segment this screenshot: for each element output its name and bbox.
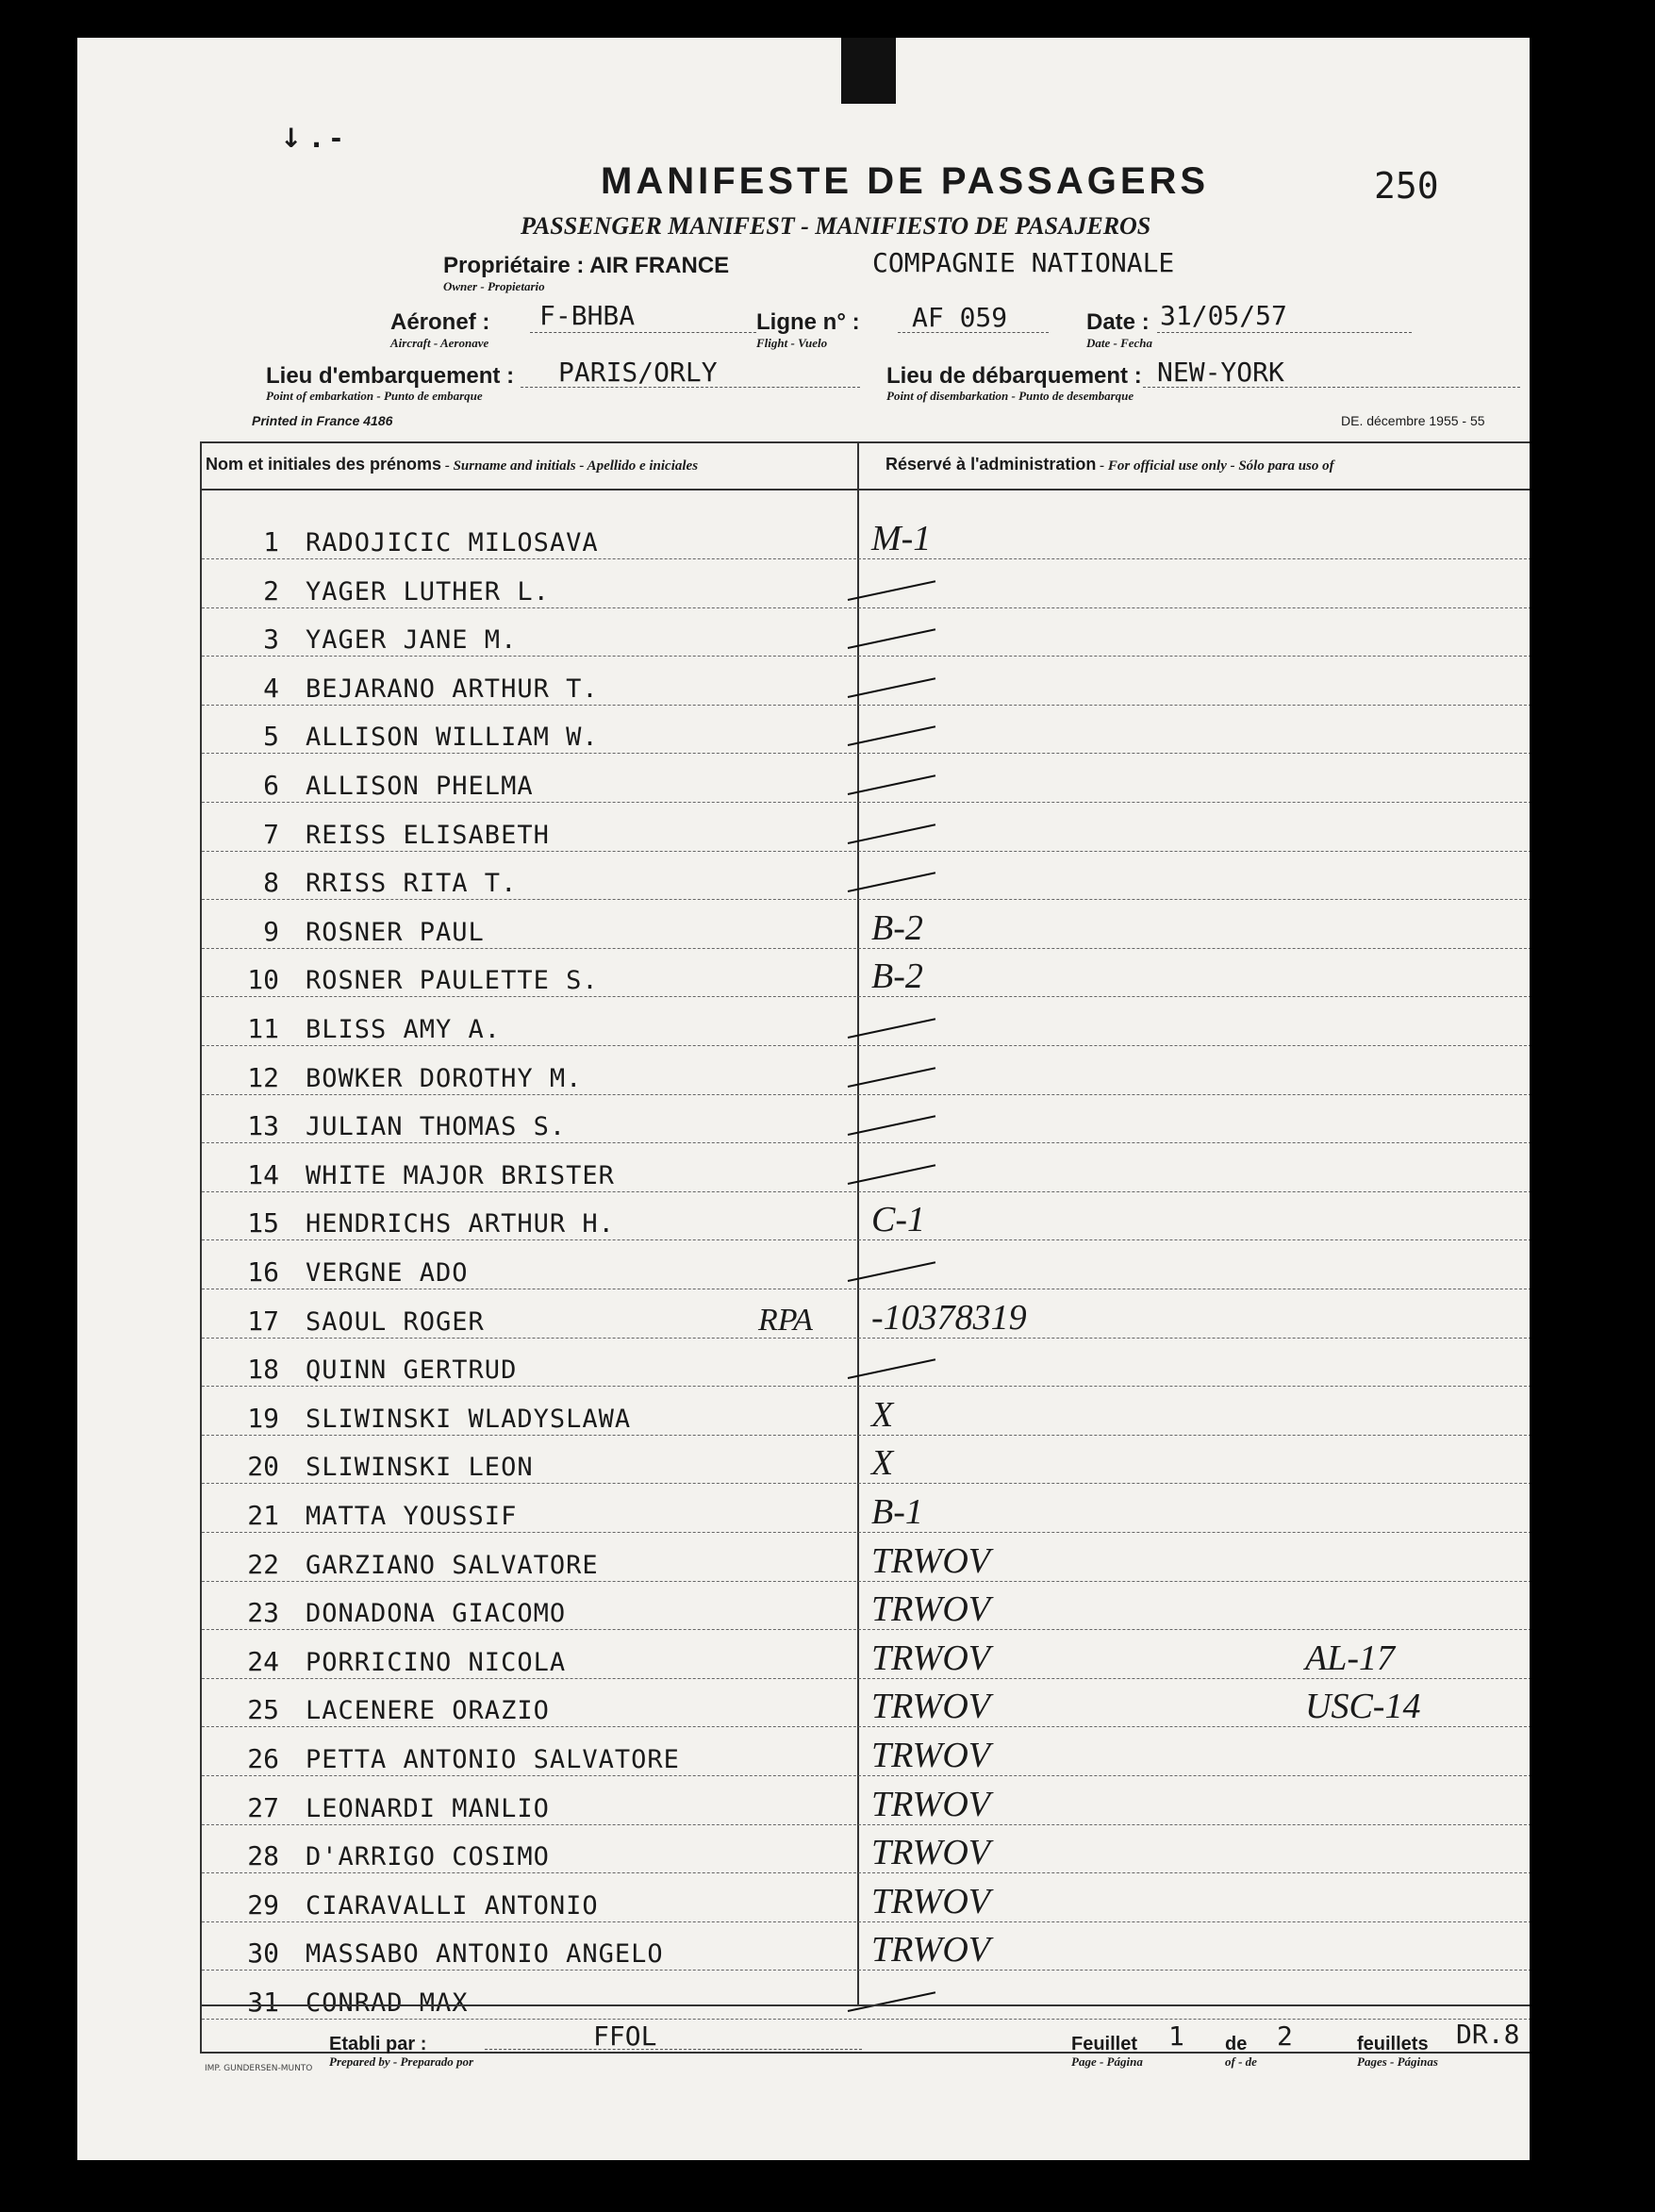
- table-row: [202, 1388, 1530, 1436]
- passenger-name: QUINN GERTRUD: [306, 1355, 518, 1386]
- table-row: [202, 1047, 1530, 1095]
- passenger-name: RADOJICIC MILOSAVA: [306, 528, 599, 557]
- admin-code: USC-14: [1305, 1687, 1421, 1727]
- embark-label: Lieu d'embarquement :: [266, 363, 515, 389]
- header-divider: [202, 489, 1530, 491]
- admin-mark: TRWOV: [871, 1736, 990, 1775]
- passenger-name: CIARAVALLI ANTONIO: [306, 1890, 599, 1921]
- table-row: [202, 1874, 1530, 1922]
- flight-value: AF 059: [912, 302, 1008, 333]
- row-number: 6: [263, 770, 279, 801]
- table-row: [202, 1922, 1530, 1971]
- table-row: [202, 852, 1530, 900]
- table-row: [202, 1534, 1530, 1582]
- table-row: [202, 1971, 1530, 2020]
- prepared-line: [485, 2049, 862, 2050]
- aircraft-sub: Aircraft - Aeronave: [390, 336, 489, 350]
- date-line: [1157, 332, 1412, 333]
- passenger-name: D'ARRIGO COSIMO: [306, 1842, 550, 1872]
- passenger-name: LEONARDI MANLIO: [306, 1793, 550, 1823]
- check-stroke: [848, 677, 935, 698]
- admin-mark: TRWOV: [871, 1638, 990, 1678]
- owner-label: Propriétaire : AIR FRANCE: [443, 253, 730, 278]
- row-number: 20: [247, 1451, 279, 1483]
- check-stroke: [848, 823, 935, 844]
- flight-sub: Flight - Vuelo: [756, 336, 828, 350]
- row-number: 24: [247, 1645, 279, 1677]
- passenger-name: PORRICINO NICOLA: [306, 1647, 567, 1677]
- aircraft-label: Aéronef :: [390, 309, 490, 335]
- passenger-name: MATTA YOUSSIF: [306, 1502, 518, 1531]
- owner-sub: Owner - Propietario: [443, 279, 545, 293]
- row-number: 23: [247, 1597, 279, 1629]
- row-number: 22: [247, 1548, 279, 1580]
- row-number: 12: [247, 1061, 279, 1093]
- row-number: 16: [247, 1256, 279, 1288]
- admin-mark: B-2: [871, 907, 923, 948]
- table-row: [202, 1144, 1530, 1192]
- table-row: [202, 949, 1530, 997]
- page-subtitle: PASSENGER MANIFEST - MANIFIESTO DE PASAJEROS: [521, 212, 1151, 240]
- disembark-value: NEW-YORK: [1157, 357, 1284, 388]
- sheet-label: Feuillet: [1071, 2034, 1138, 2054]
- page-title: MANIFESTE DE PASSAGERS: [601, 160, 1210, 202]
- passenger-name: HENDRICHS ARTHUR H.: [306, 1209, 615, 1239]
- sheet-sub: Page - Página: [1071, 2054, 1143, 2069]
- embark-sub: Point of embarkation - Punto de embarque: [266, 389, 483, 403]
- name-header-sub: - Surname and initials - Apellido e iniciales: [441, 458, 699, 474]
- table-row: [202, 1192, 1530, 1240]
- table-row: [202, 1631, 1530, 1679]
- table-row: [202, 1095, 1530, 1143]
- row-number: 13: [247, 1110, 279, 1142]
- passenger-name: BLISS AMY A.: [306, 1015, 502, 1044]
- table-row: [202, 657, 1530, 706]
- aircraft-line: [530, 332, 756, 333]
- table-row: [202, 901, 1530, 949]
- check-stroke: [848, 1115, 935, 1136]
- passenger-name: ROSNER PAULETTE S.: [306, 966, 599, 996]
- passenger-name: YAGER LUTHER L.: [306, 576, 550, 607]
- table-row: [202, 998, 1530, 1046]
- row-number: 27: [247, 1791, 279, 1823]
- flight-label: Ligne n° :: [756, 309, 860, 335]
- admin-mark: C-1: [871, 1200, 925, 1240]
- passenger-name: GARZIANO SALVATORE: [306, 1550, 599, 1580]
- admin-mark: M-1: [871, 519, 932, 558]
- passenger-name: LACENERE ORAZIO: [306, 1696, 550, 1726]
- passenger-name: CONRAD MAX: [306, 1988, 469, 2018]
- of-value: 2: [1277, 2021, 1293, 2052]
- row-number: 2: [263, 574, 279, 607]
- row-number: 28: [247, 1840, 279, 1872]
- admin-code: AL-17: [1305, 1638, 1395, 1678]
- prepared-value: FFOL: [593, 2021, 657, 2052]
- passenger-name: SLIWINSKI LEON: [306, 1453, 534, 1483]
- page-number: 250: [1374, 165, 1439, 207]
- admin-mark: X: [871, 1443, 894, 1484]
- name-column-header: [206, 455, 698, 474]
- sheet-value: 1: [1168, 2021, 1184, 2052]
- admin-mark: X: [871, 1394, 894, 1435]
- check-stroke: [848, 1261, 935, 1282]
- prepared-label: Etabli par :: [329, 2034, 427, 2054]
- row-number: 30: [247, 1938, 279, 1970]
- date-label: Date :: [1086, 309, 1150, 335]
- admin-header-sub: - For official use only - Sólo para uso of: [1096, 458, 1334, 474]
- check-stroke: [848, 872, 935, 892]
- row-number: 7: [263, 818, 279, 850]
- table-row: [202, 608, 1530, 657]
- check-stroke: [848, 1067, 935, 1088]
- admin-column-header: [885, 455, 1334, 474]
- passenger-name: PETTA ANTONIO SALVATORE: [306, 1745, 680, 1774]
- table-row: [202, 1339, 1530, 1387]
- name-header-main: Nom et initiales des prénoms: [206, 455, 442, 474]
- admin-mark: TRWOV: [871, 1687, 990, 1727]
- row-number: 26: [247, 1743, 279, 1774]
- passenger-name: JULIAN THOMAS S.: [306, 1112, 567, 1142]
- check-stroke: [848, 726, 935, 747]
- table-row: [202, 560, 1530, 608]
- table-row: [202, 1728, 1530, 1776]
- table-row: [202, 1290, 1530, 1339]
- row-number: 29: [247, 1888, 279, 1921]
- check-stroke: [848, 1164, 935, 1185]
- row-number: 18: [247, 1354, 279, 1386]
- passenger-name: WHITE MAJOR BRISTER: [306, 1160, 615, 1190]
- table-row: [202, 1241, 1530, 1289]
- row-number: 25: [247, 1694, 279, 1726]
- table-row: [202, 511, 1530, 559]
- form-date: DE. décembre 1955 - 55: [1341, 413, 1485, 428]
- flight-line: [898, 332, 1049, 333]
- row-number: 5: [263, 721, 279, 753]
- row-number: 10: [247, 964, 279, 996]
- row-number: 11: [247, 1013, 279, 1044]
- admin-mark: TRWOV: [871, 1784, 990, 1824]
- row-number: 4: [263, 672, 279, 704]
- binder-clip: [841, 38, 896, 104]
- table-row: [202, 1679, 1530, 1727]
- prepared-sub: Prepared by - Preparado por: [329, 2054, 474, 2069]
- passenger-name: DONADONA GIACOMO: [306, 1599, 567, 1629]
- admin-mark: B-2: [871, 956, 923, 997]
- admin-mark: TRWOV: [871, 1589, 990, 1630]
- sheets-sub: Pages - Páginas: [1357, 2054, 1438, 2069]
- table-row: [202, 1582, 1530, 1630]
- check-stroke: [848, 1358, 935, 1379]
- admin-mark: B-1: [871, 1492, 923, 1532]
- table-row: [202, 1825, 1530, 1873]
- table-row: [202, 755, 1530, 803]
- row-number: 3: [263, 624, 279, 656]
- check-stroke: [848, 1991, 935, 2012]
- passenger-name: RRISS RITA T.: [306, 869, 518, 899]
- passenger-name: ALLISON WILLIAM W.: [306, 723, 599, 753]
- table-row: [202, 1485, 1530, 1533]
- table-row: [202, 804, 1530, 852]
- disembark-line: [1143, 387, 1520, 388]
- date-sub: Date - Fecha: [1086, 336, 1153, 350]
- row-number: 21: [247, 1500, 279, 1531]
- passenger-name: SAOUL ROGER: [306, 1306, 485, 1337]
- owner-value: COMPAGNIE NATIONALE: [872, 247, 1175, 278]
- row-number: 8: [263, 867, 279, 899]
- of-sub: of - de: [1225, 2054, 1257, 2069]
- admin-mark: TRWOV: [871, 1881, 990, 1921]
- admin-mark: -10378319: [871, 1297, 1027, 1338]
- date-value: 31/05/57: [1160, 300, 1287, 331]
- admin-prefix: RPA: [758, 1302, 813, 1338]
- passenger-name: SLIWINSKI WLADYSLAWA: [306, 1404, 632, 1434]
- footer-divider: [202, 2004, 1530, 2006]
- row-number: 15: [247, 1207, 279, 1239]
- row-rule: [202, 2019, 1530, 2020]
- row-number: 14: [247, 1158, 279, 1190]
- row-number: 17: [247, 1305, 279, 1337]
- embark-line: [521, 387, 860, 388]
- form-ref: DR.8: [1456, 2019, 1520, 2050]
- passenger-name: MASSABO ANTONIO ANGELO: [306, 1939, 664, 1970]
- printed-in: Printed in France 4186: [252, 413, 393, 428]
- corner-mark: ↓ . -: [280, 123, 342, 154]
- passenger-name: REISS ELISABETH: [306, 820, 550, 850]
- passenger-name: VERGNE ADO: [306, 1258, 469, 1288]
- passenger-name: ALLISON PHELMA: [306, 772, 534, 801]
- admin-mark: TRWOV: [871, 1833, 990, 1873]
- table-row: [202, 1436, 1530, 1484]
- table-row: [202, 706, 1530, 754]
- manifest-sheet: [77, 38, 1530, 2160]
- check-stroke: [848, 774, 935, 795]
- disembark-sub: Point of disembarkation - Punto de desembarque: [886, 389, 1134, 403]
- row-number: 31: [247, 1987, 279, 2018]
- table-row: [202, 1777, 1530, 1825]
- of-label: de: [1225, 2034, 1248, 2054]
- passenger-name: ROSNER PAUL: [306, 917, 485, 947]
- passenger-name: BEJARANO ARTHUR T.: [306, 674, 599, 704]
- row-number: 9: [263, 915, 279, 947]
- admin-header-main: Réservé à l'administration: [885, 455, 1097, 474]
- check-stroke: [848, 580, 935, 601]
- admin-mark: TRWOV: [871, 1930, 990, 1971]
- check-stroke: [848, 628, 935, 649]
- printer-mark: IMP. GUNDERSEN-MUNTO: [205, 2064, 313, 2073]
- row-number: 1: [263, 526, 279, 557]
- passenger-name: BOWKER DOROTHY M.: [306, 1063, 583, 1093]
- sheets-label: feuillets: [1357, 2034, 1429, 2054]
- row-number: 19: [247, 1402, 279, 1434]
- admin-mark: TRWOV: [871, 1540, 990, 1581]
- embark-value: PARIS/ORLY: [558, 357, 718, 388]
- check-stroke: [848, 1018, 935, 1039]
- disembark-label: Lieu de débarquement :: [886, 363, 1142, 389]
- aircraft-value: F-BHBA: [539, 300, 636, 331]
- passenger-name: YAGER JANE M.: [306, 625, 518, 656]
